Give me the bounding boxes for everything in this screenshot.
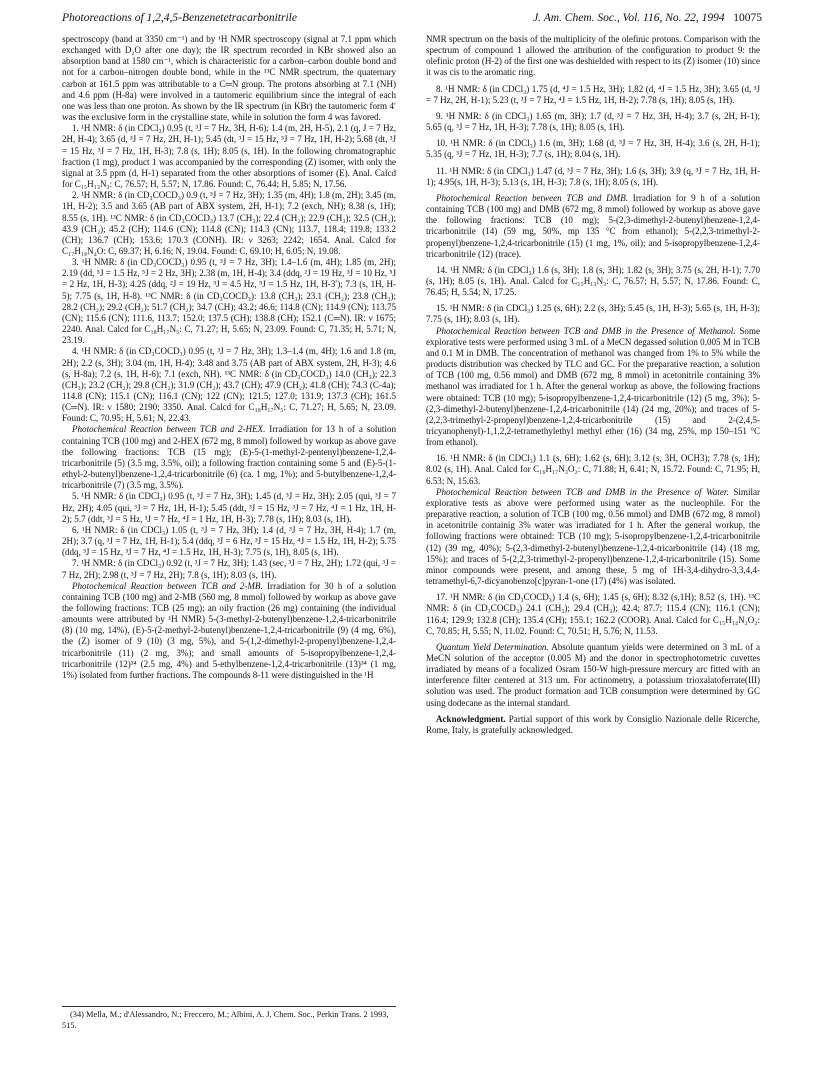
paragraph — [62, 190, 396, 257]
paragraph — [62, 558, 396, 580]
section-lead: Photochemical Reaction between TCB and DMB in the Presence of Water. — [436, 486, 729, 497]
paragraph — [426, 34, 760, 79]
paragraph — [62, 257, 396, 346]
paragraph — [62, 581, 396, 681]
paragraph-text: NMR spectrum on the basis of the multiplicity of the olefinic protons. Comparison with the spectrum of compound 1 allowed the attribution of the configuration to product 9: the olefinic proton (H-2) of the first one was deshielded with respect to its (Z) isomer (10) since it was cis to the aromatic ring. — [426, 34, 760, 78]
section-lead: Photochemical Reaction between TCB and DMB in the Presence of Methanol. — [436, 325, 736, 336]
paragraph-text: 3. ¹H NMR: δ (in CD₃COCD₃) 0.95 (t, ³J = 7 Hz, 3H); 1.4–1.6 (m, 4H); 1.85 (m, 2H); 2.19 (dd, ⁵J = 1.5 Hz, ⁵J = 2 Hz, 3H); 2.38 (m, 1H, H-4); 3.4 (ddq, ²J = 19 Hz, ³J = 10 Hz, ⁵J = 2 Hz, 1H, H-3); 4.25 (ddq, ²J = 19 Hz, ³J = 4.5 Hz, ⁵J = 1.5 Hz, 1H, H-3′); 7.3 (s, 1H, H-5); 7.75 (s, 1H, H-8). ¹³C NMR: δ (in CD₃COCD₃): 13.8 (CH₃); 23.1 (CH₂); 23.8 (CH₃); 28.2 (CH₂); 29.2 (CH₂); 51.7 (CH₂); 34.7 (CH); 43.2; 46.6; 114.8 (CN); 114.9 (CN); 113.75 (CN); 115.6 (CN); 111.6, 113.7; 152.0; 137.5 (CH); 138.8 (CH); 152.1 (C═N). IR: ν 1675; 2240. Anal. Calcd for C₁₈H₁₇N₅: C, 71.27; H, 5.65; N, 23.09. Found: C, 71.35; H, 5.71; N, 23.19. — [62, 257, 396, 346]
paragraph-text: Absolute quantum yields were determined on 3 mL of a MeCN solution of the acceptor (0.005 M) and the donor in spectrophotometric cuvettes irradiated by means of a focalized Osram 150-W high-pressure mercury arc fitted with an interference filter centered at 313 nm. For actinometry, a potassium trioxalatoferrate(III) solution was used. The product formation and TCB consumption were determined by GC using dodecane as the internal standard. — [426, 641, 760, 708]
paragraph — [426, 265, 760, 298]
paragraph — [426, 193, 760, 260]
section-lead: Photochemical Reaction between TCB and 2-HEX. — [72, 424, 266, 435]
paragraph — [62, 424, 396, 491]
paragraph-text: 6. ¹H NMR: δ (in CDCl₃) 1.05 (t, ³J = 7 Hz, 3H); 1.4 (d, ³J = 7 Hz, 3H, H-4); 1.7 (m, 2H); 3.7 (q, ³J = 7 Hz, 1H, H-1); 5.4 (ddq, ³J = 6 Hz, ³J = 15 Hz, ⁴J = 1.5 Hz, 1H, H-2); 5.75 (ddq, ³J = 15 Hz, ³J = 7 Hz, ⁴J = 1.5 Hz, 1H, H-3); 7.75 (s, 1H), 8.05 (s, 1H). — [62, 524, 396, 558]
paragraph — [426, 84, 760, 106]
paragraph-text: 2. ¹H NMR: δ (in CD₃COCD₃) 0.9 (t, ³J = 7 Hz, 3H); 1.35 (m, 4H); 1.8 (m, 2H); 3.45 (m, 1H, H-2); 3.5 and 3.65 (AB part of ABX system, 2H, H-1); 7.2 (exch, NH); 8.38 (s, 1H); 8.55 (s, 1H). ¹³C NMR: δ (in CD₃COCD₃) 13.7 (CH₃); 22.4 (CH₂); 22.9 (CH₃); 32.5 (CH₂); 43.9 (CH₂); 45.2 (CH); 114.6 (CN); 114.8 (CN); 114.3 (CN); 113.7, 118.4; 119.8; 133.2 (CH); 136.7 (CH); 153.6; 170.3 (CONH). IR: ν 3263; 2242; 1654. Anal. Calcd for C₁₇H₁₈N₄O: C, 69.37; H, 6.16; N, 19.04. Found: C, 69.10; H, 6.05; N, 19.08. — [62, 190, 396, 256]
paragraph-text: 4. ¹H NMR: δ (in CD₃COCD₃) 0.95 (t, ³J = 7 Hz, 3H); 1.3–1.4 (m, 4H); 1.6 and 1.8 (m, 2H); 2.2 (s, 3H); 3.04 (m, 1H, H-4); 3.48 and 3.75 (AB part of ABX system, 2H, H-3); 4.6 (s, H-8a); 7.2 (s, 1H, H-6); 7.1 (exch, NH). ¹³C NMR: δ (in CD₃COCD₃) 14.0 (CH₃); 22.3 (CH₃); 23.2 (CH₂); 29.8 (CH₂); 31.9 (CH₂); 43.7 (CH); 47.9 (CH₂); 41.8 (CH); 74.3 (C-4a); 114.8 (CN); 115.1 (CN); 116.1 (CN); 122 (CN); 121.5; 127.0; 131.9; 137.3 (CH); 161.5 (C═N). IR: ν 1580; 2190; 3350. Anal. Calcd for C₁₈H₁₇N₅: C, 71.27; H, 5.65; N, 23.09. Found: C, 70.95; H, 5.61; N, 22.43. — [62, 346, 396, 424]
running-title: Photoreactions of 1,2,4,5-Benzenetetracarbonitrile — [62, 12, 297, 24]
paragraph-text: Irradiation for 9 h of a solution containing TCB (100 mg) and DMB (672 mg, 8 mmol) followed by workup as above gave the following fractions: TCB (10 mg); 5-(2,3-dimethyl-2-butenyl)benzene-1,2,4-tricarbonitrile (14) (59 mg, 50%, mp 135 °C from ethanol); 5-(2,2,3-trimethyl-2-propenyl)benzene-1,2,4-tricarbonitrile (15) (1 mg, 1%, oil); and 5-isopropylbenzene-1,2,4-tricarbonitrile (12) (trace). — [426, 192, 760, 259]
paragraph-text: 10. ¹H NMR: δ (in CDCl₃) 1.6 (m, 3H); 1.68 (d, ³J = 7 Hz, 3H, H-4); 3.6 (s, 2H, H-1); 5.35 (q, ³J = 7 Hz, 1H, H-3); 7.7 (s, 1H); 8.04 (s, 1H). — [426, 138, 760, 160]
paragraph — [426, 166, 760, 188]
paragraph — [62, 525, 396, 558]
paragraph — [62, 123, 396, 190]
paragraph-text: Some explorative tests were performed using 3 mL of a MeCN degassed solution 0.005 M in TCB and 0.1 M in DMB. The concentration of methanol was changed from 1% to 5% while the products distribution was checked by TLC and GC. For the preparative reaction, a solution of TCB (100 mg, 0.56 mmol) and DMB (672 mg, 8 mmol) in acetonitrile containing 3% methanol was irradiated for 1 h. After the general workup as above, the following fractions were obtained: TCB (10 mg); 5-isopropylbenzene-1,2,4-tricarbonitrile (12) (5 mg, 3%); 5-(2,3-dimethyl-2-butenyl)benzene-1,2,4-tricarbonitrile (14) (24 mg, 20%); and traces of 5-(2,2,3-trimethyl-2-propenyl)benzene-1,2,4-tricarbonitrile (15) and 2-(2,4,5-tricyanophenyl)-1,1,2,2-tetramethylethyl methyl ether (16) (34 mg, 25%, mp 150–151 °C from ethanol). — [426, 325, 761, 448]
paragraph — [426, 111, 760, 133]
journal-citation: J. Am. Chem. Soc., Vol. 116, No. 22, 1994 — [533, 12, 725, 24]
paragraph-text: 17. ¹H NMR: δ (in CD₃COCD₃) 1.4 (s, 6H); 1.45 (s, 6H); 8.32 (s,1H); 8.52 (s, 1H). ¹³C NMR: δ (in CD₃COCD₃) 24.1 (CH₃); 29.4 (CH₃); 42.4; 87.7; 115.4 (CN); 116.1 (CN); 116.4; 129.9; 132.8 (CH); 135.4 (CH); 155.1; 162.2 (COOR). Anal. Calcd for C₁₅H₁₄N₂O₂: C, 70.85; H, 5.55; N, 11.02. Found: C, 70.51; H, 5.76; N, 11.53. — [426, 592, 760, 636]
running-header — [62, 12, 762, 28]
paragraph — [426, 592, 760, 637]
footnote: (34) Mella, M.; d'Alessandro, N.; Freccero, M.; Albini, A. J. Chem. Soc., Perkin Trans. 2 1993, 515. — [62, 1006, 396, 1031]
acknowledgment-heading: Acknowledgment. — [436, 713, 506, 724]
section-lead: Photochemical Reaction between TCB and DMB. — [436, 192, 629, 203]
section-lead: Photochemical Reaction between TCB and 2-MB. — [72, 580, 263, 591]
paragraph-text: 1. ¹H NMR: δ (in CDCl₃) 0.95 (t, ³J = 7 Hz, 3H, H-6); 1.4 (m, 2H, H-5), 2.1 (q, J = 7 Hz, 2H, H-4); 3.65 (d, ³J = 7 Hz, 2H, H-1); 5.45 (dt, ³J = 15 Hz, ³J = 7 Hz, 1H, H-2); 5.68 (dt, ³J = 15 Hz, ³J = 7 Hz, 1H, H-3); 7.8 (s, 1H); 8.05 (s, 1H). In the following chromatographic fraction (1 mg), product 1 was accompanied by the corresponding (Z) isomer, with only the signal at 3.5 ppm (d, H-1) separated from the other absorptions of isomer (E). Anal. Calcd for C₁₅H₁₃N₃: C, 76.57; H, 5.57; N, 17.86. Found: C, 76.44; H, 5.85; N, 17.56. — [62, 123, 396, 190]
paragraph-text: 7. ¹H NMR: δ (in CDCl₃) 0.92 (t, ³J = 7 Hz, 3H); 1.43 (sec, ³J = 7 Hz, 2H); 1.72 (qui, ³J = 7 Hz, 2H); 2.98 (t, ³J = 7 Hz, 2H); 7.8 (s, 1H); 8.03 (s, 1H). — [62, 558, 396, 580]
left-column — [62, 34, 396, 681]
paragraph — [426, 453, 760, 486]
paragraph — [426, 487, 760, 587]
paragraph — [426, 714, 760, 736]
right-column — [426, 34, 760, 736]
paragraph — [62, 34, 396, 123]
paragraph-text: Irradiation for 30 h of a solution containing TCB (100 mg) and 2-MB (560 mg, 8 mmol) followed by workup as above gave the following fractions: TCB (25 mg); an oily fraction (26 mg) containing (the individual amounts were attributed by ¹H NMR) 5-(3-methyl-2-butenyl)benzene-1,2,4-tricarbonitrile (8) (10 mg, 14%), (E)-5-(2-methyl-2-butenyl)benzene-1,2,4-tricarbonitrile (9) (4 mg, 6%), the (Z) isomer of 9 (10) (3 mg, 5%), and 5-(1,2-dimethyl-2-propenyl)benzene-1,2,4-tricarbonitrile (11) (2 mg, 3%); and small amounts of 5-isopropylbenzene-1,2,4-tricarbonitrile (12)³⁴ (2.5 mg, 4%) and 5-ethylbenzene-1,2,4-tricarbonitrile (13)³⁴ (1 mg, 1%) isolated from further fractions. The compounds 8-11 were distinguished in the ¹H — [62, 580, 397, 680]
paragraph-text: 15. ¹H NMR: δ (in CDCl₃) 1.25 (s, 6H); 2.2 (s, 3H); 5.45 (s, 1H, H-3); 5.65 (s, 1H, H-3); 7.75 (s, 1H); 8.03 (s, 1H). — [426, 303, 760, 325]
paragraph-text: 8. ¹H NMR: δ (in CDCl₃) 1.75 (d, ⁴J = 1.5 Hz, 3H); 1,82 (d, ⁴J = 1.5 Hz, 3H); 3.65 (d, ³J = 7 Hz, 2H, H-1); 5.23 (t, ³J = 7 Hz, ⁴J = 1.5 Hz, 1H, H-2); 7.78 (s, 1H); 8.05 (s, 1H). — [426, 83, 760, 105]
paragraph — [62, 346, 396, 424]
paragraph — [426, 303, 760, 325]
paragraph-text: spectroscopy (band at 3350 cm⁻¹) and by ¹H NMR spectroscopy (signal at 7.1 ppm which exchanged with D₂O after one day); the IR spectrum recorded in KBr showed also an absorption band at 1580 cm⁻¹, which is characteristic for a carbon–carbon double bond and not for a carbon–nitrogen double bond, while in the ¹³C NMR spectrum, the quaternary carbon at 161.5 ppm was attributable to a C═N group. The protons absorbing at 7.1 (NH) and 4.6 ppm (H-8a) were involved in a tautomeric equilibrium since the integral of each one was less than one proton. As shown by the IR spectrum (in KBr) the tautomeric form 4′ was the exclusive form in the crystalline state, while in solution the form 4 was favored. — [62, 34, 396, 123]
paragraph-text: Irradiation for 13 h of a solution containing TCB (100 mg) and 2-HEX (672 mg, 8 mmol) followed by workup as above gave the following fractions: TCB (15 mg); (E)-5-(1-methyl-2-pentenyl)benzene-1,2,4-tricarbonitrile (5) (3.5 mg, 3.5%, oil); a following fraction containing some 5 and (E)-5-(1-ethyl-2-butenyl)benzene-1,2,4-tricarbonitrile (6) (ca. 1 mg, 1%); and 5-butylbenzene-1,2,4-tricarbonitrile (7) (3.5 mg, 3.5%). — [62, 424, 397, 491]
paragraph-text: 11. ¹H NMR: δ (in CDCl₃) 1.47 (d, ³J = 7 Hz, 3H); 1.6 (s, 3H); 3.9 (q, ³J = 7 Hz, 1H, H-1); 4.95(s, 1H, H-3); 5.13 (s, 1H, H-3); 7.8 (s, 1H); 8.05 (s, 1H). — [426, 165, 760, 187]
section-lead: Quantum Yield Determination. — [436, 641, 549, 652]
paragraph — [426, 138, 760, 160]
paragraph-text: Partial support of this work by Consiglio Nazionale delle Ricerche, Rome, Italy, is gratefully acknowledged. — [426, 713, 760, 735]
paragraph-text: 14. ¹H NMR: δ (in CDCl₃) 1.6 (s, 3H); 1.8 (s, 3H); 1.82 (s, 3H); 3.75 (s, 2H, H-1); 7.70 (s, 1H); 8.05 (s, 1H). Anal. Calcd for C₁₅H₁₃N₃: C, 76.57; H, 5.57; N, 17.86. Found: C, 76.45; H, 5.54; N, 17.25. — [426, 264, 760, 298]
paragraph-text: 5. ¹H NMR: δ (in CDCl₃) 0.95 (t, ³J = 7 Hz, 3H); 1.45 (d, ³J = Hz, 3H); 2.05 (qui, ³J = 7 Hz, 2H); 4.05 (qui, ³J = 7 Hz, 1H, H-1); 5.45 (ddt, ³J = 15 Hz, ³J = 7 Hz, ⁴J = 1 Hz, 1H, H-2); 5.7 (ddt, ³J = 5 Hz, ³J = 7 Hz, ⁴J = 1 Hz, 1H, H-3); 7.78 (s, 1H); 8.03 (s, 1H). — [62, 491, 396, 524]
paragraph — [426, 642, 760, 709]
paragraph — [426, 326, 760, 449]
paragraph-text: 16. ¹H NMR: δ (in CDCl₃) 1.1 (s, 6H); 1.62 (s, 6H); 3.12 (s, 3H, OCH3); 7.78 (s, 1H); 8.02 (s, 1H). Anal. Calcd for C₁₆H₁₇N₃O₂: C, 71.88; H, 6.41; N, 15.72. Found: C, 71.95; H, 6.53; N, 15.63. — [426, 453, 760, 486]
paragraph-text: 9. ¹H NMR: δ (in CDCl₃) 1.65 (m, 3H); 1.7 (d, ³J = 7 Hz, 3H, H-4); 3.7 (s, 2H, H-1); 5.65 (q, ³J = 7 Hz, 1H, H-3); 7.78 (s, 1H); 8.05 (s, 1H). — [426, 110, 760, 133]
page-number: 10075 — [733, 12, 762, 24]
journal-info — [533, 12, 762, 24]
paragraph-text: Similar explorative tests as above were performed using water as the nucleophile. For the preparative reaction, a solution of TCB (100 mg, 0.56 mmol) and DMB (672 mg, 8 mmol) in acetonitrile containig 3% water was irradiated for 1 h. After the general workup, the following fractions were obtained: TCB (10 mg); 5-isopropylbenzene-1,2,4-tricarbonitrile (12) (39 mg, 40%); 5-(2,3-dimethyl-2-butenyl)benzene-1,2,4-tricarbonitrile (14) (18 mg, 15%); and traces of 5-(2,2,3-trimethyl-2-propenyl)benzene-1,2,4-tricarbonitrile (15). Some minor compounds were present, and among these, 5 mg of 1H-3,4-dihydro-3,3,4,4-tetramethyl-6,7-dicyanobenzo[c]pyran-1-one (17) (4%) was isolated. — [426, 486, 760, 587]
paragraph — [62, 491, 396, 524]
